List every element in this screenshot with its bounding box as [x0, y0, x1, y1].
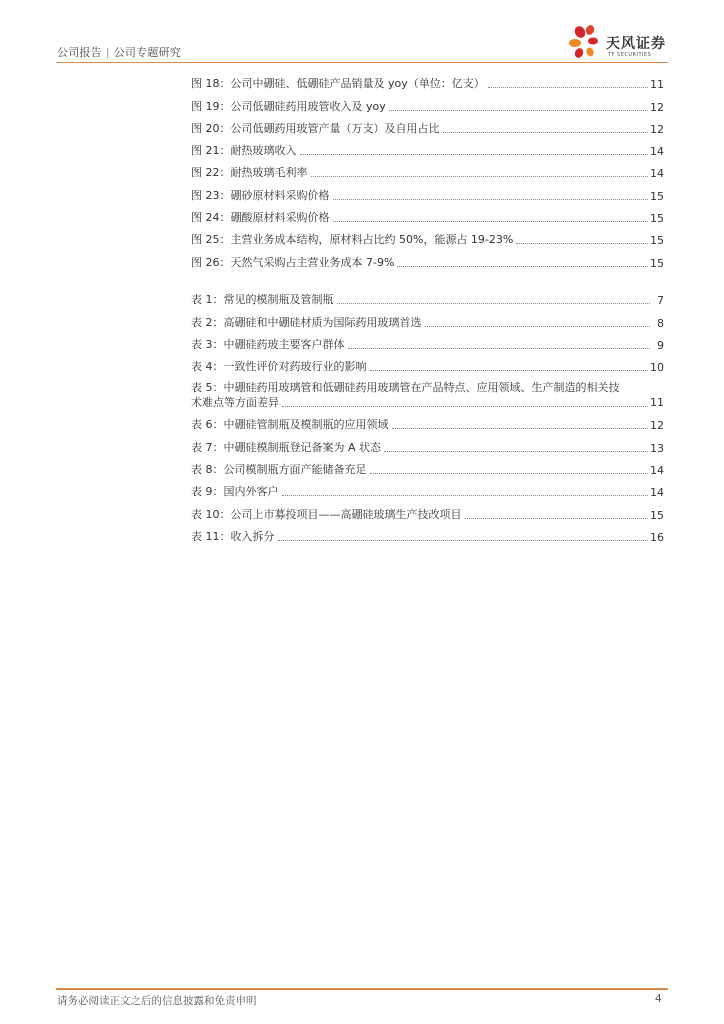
toc-leader — [278, 539, 649, 541]
toc-leader — [516, 242, 648, 244]
report-subtype: 公司专题研究 — [113, 46, 181, 59]
footer-disclaimer: 请务必阅读正文之后的信息披露和免责申明 — [57, 995, 257, 1007]
toc-entry-page: 14 — [650, 145, 664, 159]
page-number: 4 — [655, 993, 662, 1005]
toc-entry[interactable] — [191, 69, 664, 91]
toc-leader — [333, 220, 649, 222]
toc-leader — [389, 109, 648, 111]
toc-entry[interactable] — [191, 477, 664, 499]
toc-entry[interactable] — [191, 455, 664, 477]
toc-entry[interactable] — [191, 136, 664, 158]
toc-entry-title-line2: 术难点等方面差异 — [191, 396, 279, 410]
logo-name: 天风证券 — [606, 36, 666, 52]
toc-entry-page: 12 — [650, 122, 664, 136]
flower-logo-icon — [566, 22, 606, 62]
toc-entry-page: 16 — [650, 530, 664, 544]
toc-entry-title-line1: 表 5：中硼硅药用玻璃管和低硼硅药用玻璃管在产品特点、应用领域、生产制造的相关技 — [191, 381, 620, 395]
toc-entry[interactable] — [191, 158, 664, 180]
toc-entry[interactable] — [191, 374, 664, 410]
toc-leader — [370, 472, 649, 474]
toc-entry-title: 图 26：天然气采购占主营业务成本 7-9% — [191, 255, 395, 269]
toc-entry-title: 图 24：硼酸原材料采购价格 — [191, 211, 330, 225]
toc-entry-title: 表 2：高硼硅和中硼硅材质为国际药用玻璃首选 — [191, 315, 422, 329]
toc-leader — [282, 405, 648, 407]
toc-entry-page: 14 — [650, 486, 664, 500]
toc-entry[interactable] — [191, 522, 664, 544]
toc-entry-page: 11 — [650, 396, 664, 410]
report-type: 公司报告 — [57, 46, 102, 59]
toc-entry-title: 图 20：公司低硼药用玻管产量（万支）及自用占比 — [191, 121, 440, 135]
toc-entry[interactable] — [191, 247, 664, 269]
figure-index — [191, 69, 664, 270]
toc-leader — [425, 325, 651, 327]
report-header — [57, 44, 181, 60]
toc-entry[interactable] — [191, 410, 664, 432]
toc-entry[interactable] — [191, 352, 664, 374]
toc-entry-page: 15 — [650, 256, 664, 270]
toc-leader — [384, 450, 648, 452]
toc-entry-title: 表 4：一致性评价对药玻行业的影响 — [191, 360, 367, 374]
toc-entry-page: 8 — [657, 316, 664, 330]
toc-entry-page: 12 — [650, 419, 664, 433]
toc-leader — [282, 494, 649, 496]
toc-entry-title: 图 19：公司低硼硅药用玻管收入及 yoy — [191, 99, 386, 113]
toc-leader — [300, 153, 649, 155]
toc-entry[interactable] — [191, 285, 664, 307]
logo-subtitle: TF SECURITIES — [608, 52, 652, 58]
toc-entry[interactable] — [191, 91, 664, 113]
toc-entry-page: 12 — [650, 100, 664, 114]
toc-entry-title: 图 21：耐热玻璃收入 — [191, 144, 297, 158]
toc-entry-page: 15 — [650, 234, 664, 248]
toc-leader — [333, 198, 649, 200]
toc-entry-title: 表 11：收入拆分 — [191, 529, 275, 543]
toc-leader — [348, 347, 651, 349]
toc-entry-page: 7 — [657, 294, 664, 308]
toc-entry-title: 图 23：硼砂原材料采购价格 — [191, 188, 330, 202]
toc-entry-title: 表 7：中硼硅模制瓶登记备案为 A 状态 — [191, 440, 382, 454]
toc-leader — [392, 427, 649, 429]
toc-entry-title: 表 1：常见的模制瓶及管制瓶 — [191, 293, 334, 307]
toc-entry[interactable] — [191, 114, 664, 136]
toc-entry-title: 表 6：中硼硅管制瓶及模制瓶的应用领域 — [191, 418, 389, 432]
toc-leader — [370, 369, 649, 371]
toc-entry-page: 15 — [650, 212, 664, 226]
toc-entry-page: 15 — [650, 189, 664, 203]
toc-entry-page: 9 — [657, 338, 664, 352]
toc-leader — [397, 265, 648, 267]
toc-entry-title: 表 10：公司上市募投项目——高硼硅玻璃生产技改项目 — [191, 507, 462, 521]
toc-entry-title: 表 3：中硼硅药玻主要客户群体 — [191, 337, 345, 351]
toc-leader — [465, 517, 649, 519]
toc-entry-page: 14 — [650, 464, 664, 478]
toc-entry[interactable] — [191, 180, 664, 202]
toc-entry-title: 表 8：公司模制瓶方面产能储备充足 — [191, 463, 367, 477]
header-separator: | — [105, 46, 110, 59]
company-logo — [566, 22, 676, 62]
toc-entry-title: 表 9：国内外客户 — [191, 485, 279, 499]
toc-entry[interactable] — [191, 307, 664, 329]
toc-entry-page: 10 — [650, 361, 664, 375]
header-divider — [56, 62, 668, 63]
toc-leader — [488, 86, 648, 88]
footer-divider — [56, 988, 668, 990]
toc-entry-page: 15 — [650, 508, 664, 522]
toc-entry-page: 14 — [650, 167, 664, 181]
toc-leader — [337, 302, 651, 304]
toc-leader — [311, 175, 649, 177]
toc-entry-page: 13 — [650, 441, 664, 455]
toc-entry-title: 图 25：主营业务成本结构，原材料占比约 50%，能源占 19-23% — [191, 233, 514, 247]
toc-entry-title: 图 18：公司中硼硅、低硼硅产品销量及 yoy（单位：亿支） — [191, 77, 485, 91]
toc-entry-title: 图 22：耐热玻璃毛利率 — [191, 166, 308, 180]
toc-entry-page: 11 — [650, 78, 664, 92]
toc-leader — [443, 131, 649, 133]
toc-entry[interactable] — [191, 432, 664, 454]
toc-entry[interactable] — [191, 203, 664, 225]
table-index — [191, 285, 664, 544]
toc-entry[interactable] — [191, 499, 664, 521]
toc-entry[interactable] — [191, 225, 664, 247]
toc-entry[interactable] — [191, 330, 664, 352]
